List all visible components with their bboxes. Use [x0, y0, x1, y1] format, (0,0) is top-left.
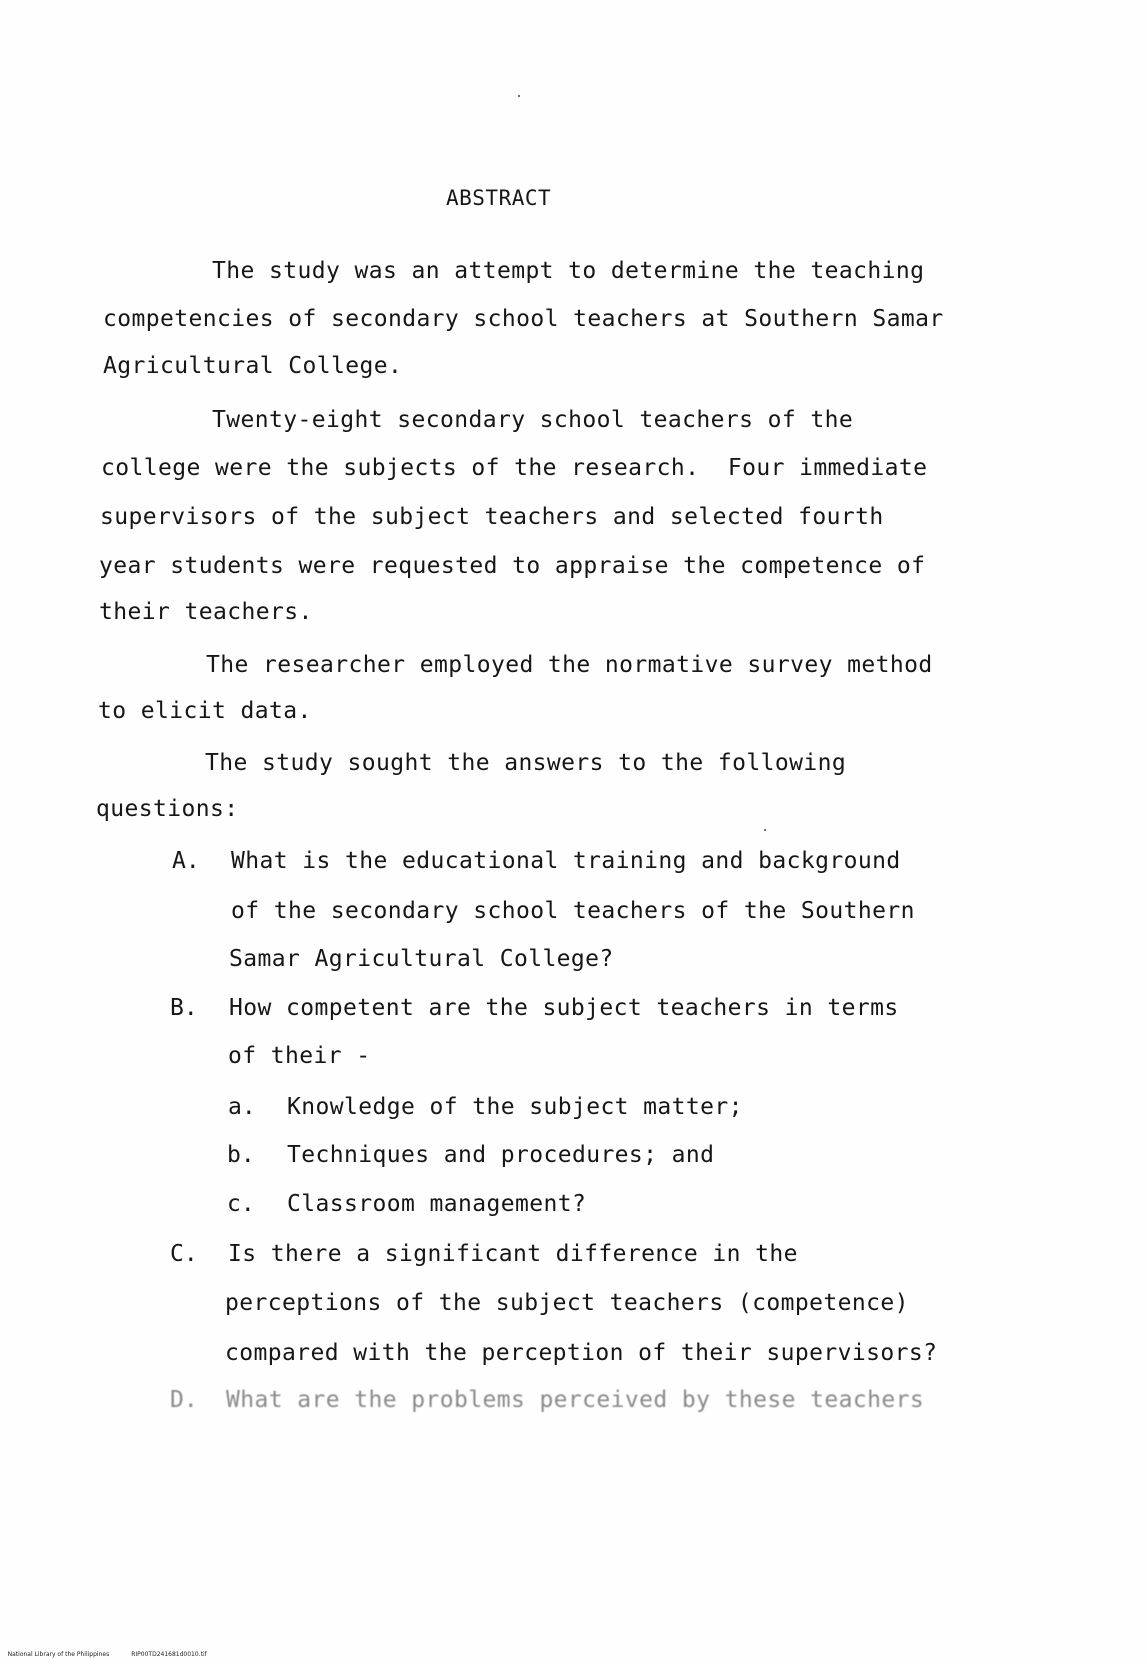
question-c-line-1: Is there a significant difference in the [228, 1241, 798, 1267]
paragraph-3-line-1: The researcher employed the normative survey method [206, 652, 933, 678]
scan-speck [764, 829, 766, 831]
paragraph-2-line-2: college were the subjects of the research. Four immediate [101, 455, 928, 481]
paragraph-2-line-3: supervisors of the subject teachers and selected fourth [100, 504, 884, 530]
footer-file-code: RIP00TD241681d0010.tif [131, 1651, 207, 1658]
question-a-line-2: of the secondary school teachers of the Southern [231, 898, 915, 924]
paragraph-1-line-1: The study was an attempt to determine the teaching [212, 258, 925, 284]
question-c-line-2: perceptions of the subject teachers (competence) [225, 1290, 909, 1316]
question-b-line-2: of their - [228, 1043, 371, 1069]
paragraph-2-line-5: their teachers. [99, 599, 313, 625]
question-c-line-3: compared with the perception of their supervisors? [225, 1340, 938, 1366]
question-a-line-1: What is the educational training and background [231, 848, 901, 874]
scan-speck [518, 95, 520, 97]
subitem-a-text: Knowledge of the subject matter; [287, 1094, 743, 1120]
paragraph-1-line-3: Agricultural College. [103, 353, 403, 379]
paragraph-2-line-4: year students were requested to appraise the competence of [99, 553, 926, 579]
question-d-line-1: What are the problems perceived by these teachers [226, 1387, 925, 1413]
subitem-c-label: c. [227, 1191, 255, 1217]
question-a-label: A. [172, 848, 200, 874]
question-b-label: B. [170, 995, 198, 1021]
question-b-line-1: How competent are the subject teachers in terms [229, 995, 899, 1021]
question-a-line-3: Samar Agricultural College? [229, 946, 614, 972]
paragraph-2-line-1: Twenty-eight secondary school teachers of the [212, 407, 854, 433]
paragraph-4-line-2: questions: [96, 796, 239, 822]
paragraph-1-line-2: competencies of secondary school teachers at Southern Samar [103, 306, 944, 332]
question-d-label: D. [170, 1387, 198, 1413]
subitem-a-label: a. [228, 1094, 256, 1120]
question-c-label: C. [170, 1241, 198, 1267]
abstract-title: ABSTRACT [446, 186, 552, 210]
footer-library: National Library of the Philippines [7, 1651, 110, 1658]
scan-footer [0, 1643, 207, 1667]
paragraph-4-line-1: The study sought the answers to the following [205, 750, 847, 776]
paragraph-3-line-2: to elicit data. [98, 698, 312, 724]
subitem-c-text: Classroom management? [287, 1191, 587, 1217]
subitem-b-label: b. [227, 1142, 255, 1168]
subitem-b-text: Techniques and procedures; and [287, 1142, 715, 1168]
